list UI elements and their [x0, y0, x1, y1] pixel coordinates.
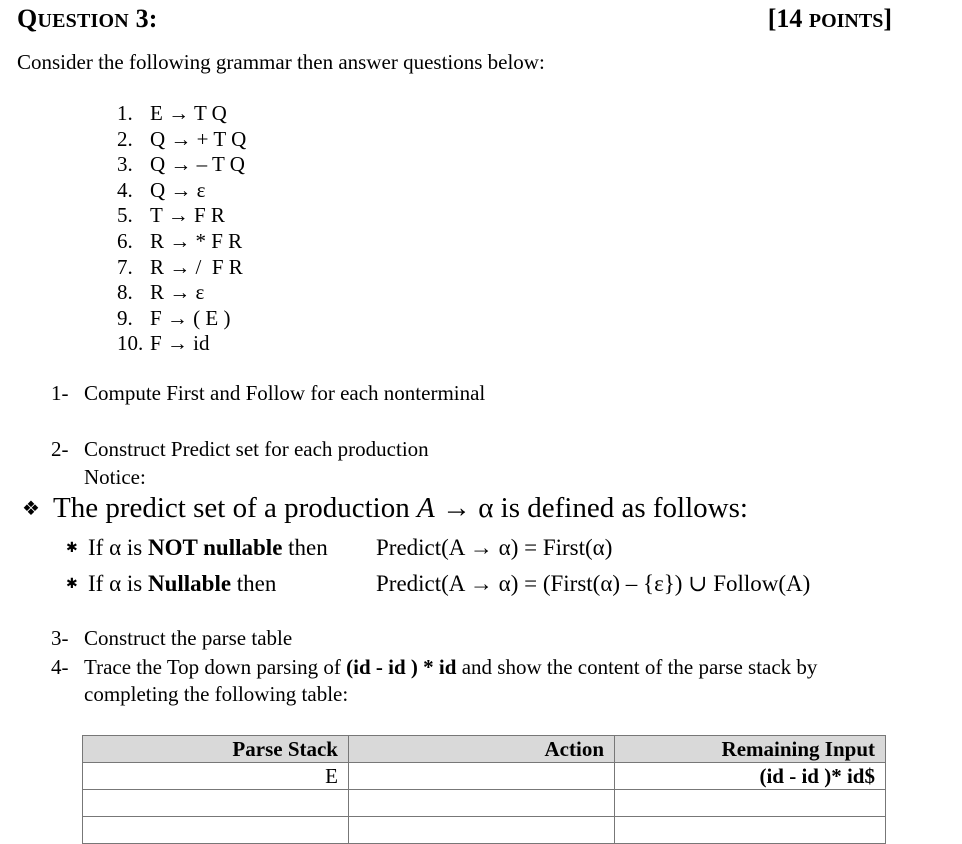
table-row: [83, 790, 886, 817]
question-4: 4- Trace the Top down parsing of (id - id ) * id and show the content of the parse stack by completing the following table:: [51, 655, 818, 706]
question-3: 3- Construct the parse table: [51, 626, 293, 650]
table-header-row: [83, 736, 886, 763]
header-action: Action: [349, 736, 615, 763]
cell-parse-stack[interactable]: [83, 790, 349, 817]
production-9: 9. F → ( E ): [117, 305, 231, 330]
diamond-bullet-icon: ❖: [22, 498, 40, 520]
question-title: QUESTION 3:: [17, 4, 158, 33]
parse-trace-table: [82, 735, 886, 844]
table-row: [83, 817, 886, 844]
table-row: [83, 763, 886, 790]
predict-rule-nullable: ✱ If α is Nullable then Predict(A → α) = (First(α) – {ε}) ∪ Follow(A): [66, 571, 811, 596]
production-7: 7. R → / F R: [117, 254, 243, 279]
predict-rule-not-nullable: ✱ If α is NOT nullable then Predict(A → α) = First(α): [66, 535, 613, 560]
points-label: [14 POINTS]: [767, 4, 892, 33]
production-6: 6. R → * F R: [117, 228, 243, 253]
cell-action[interactable]: [349, 763, 615, 790]
production-4: 4. Q → ε: [117, 177, 206, 202]
production-8: 8. R → ε: [117, 280, 205, 305]
cell-action[interactable]: [349, 790, 615, 817]
predict-definition-heading: ❖ The predict set of a production A → α is defined as follows:: [22, 492, 748, 524]
star-bullet-icon: ✱: [66, 541, 78, 556]
intro-text: Consider the following grammar then answer questions below:: [17, 50, 545, 74]
star-bullet-icon: ✱: [66, 577, 78, 592]
production-1: 1. E → T Q: [117, 101, 227, 125]
cell-parse-stack[interactable]: [83, 817, 349, 844]
cell-remaining-input[interactable]: [615, 817, 886, 844]
production-5: 5. T → F R: [117, 203, 225, 228]
cell-remaining-input[interactable]: [615, 790, 886, 817]
cell-remaining-input[interactable]: (id - id )* id$: [615, 763, 886, 790]
notice-label: Notice:: [84, 465, 146, 489]
cell-action[interactable]: [349, 817, 615, 844]
cell-parse-stack[interactable]: E: [83, 763, 349, 790]
question-2: 2- Construct Predict set for each production: [51, 437, 429, 461]
question-1: 1- Compute First and Follow for each nonterminal: [51, 381, 486, 405]
header-remaining-input: Remaining Input: [615, 736, 886, 763]
production-10: 10. F → id: [117, 331, 210, 356]
header-parse-stack: Parse Stack: [83, 736, 349, 763]
production-2: 2. Q → + T Q: [117, 126, 247, 151]
grammar-list: [117, 101, 246, 357]
production-3: 3. Q → – T Q: [117, 152, 245, 177]
